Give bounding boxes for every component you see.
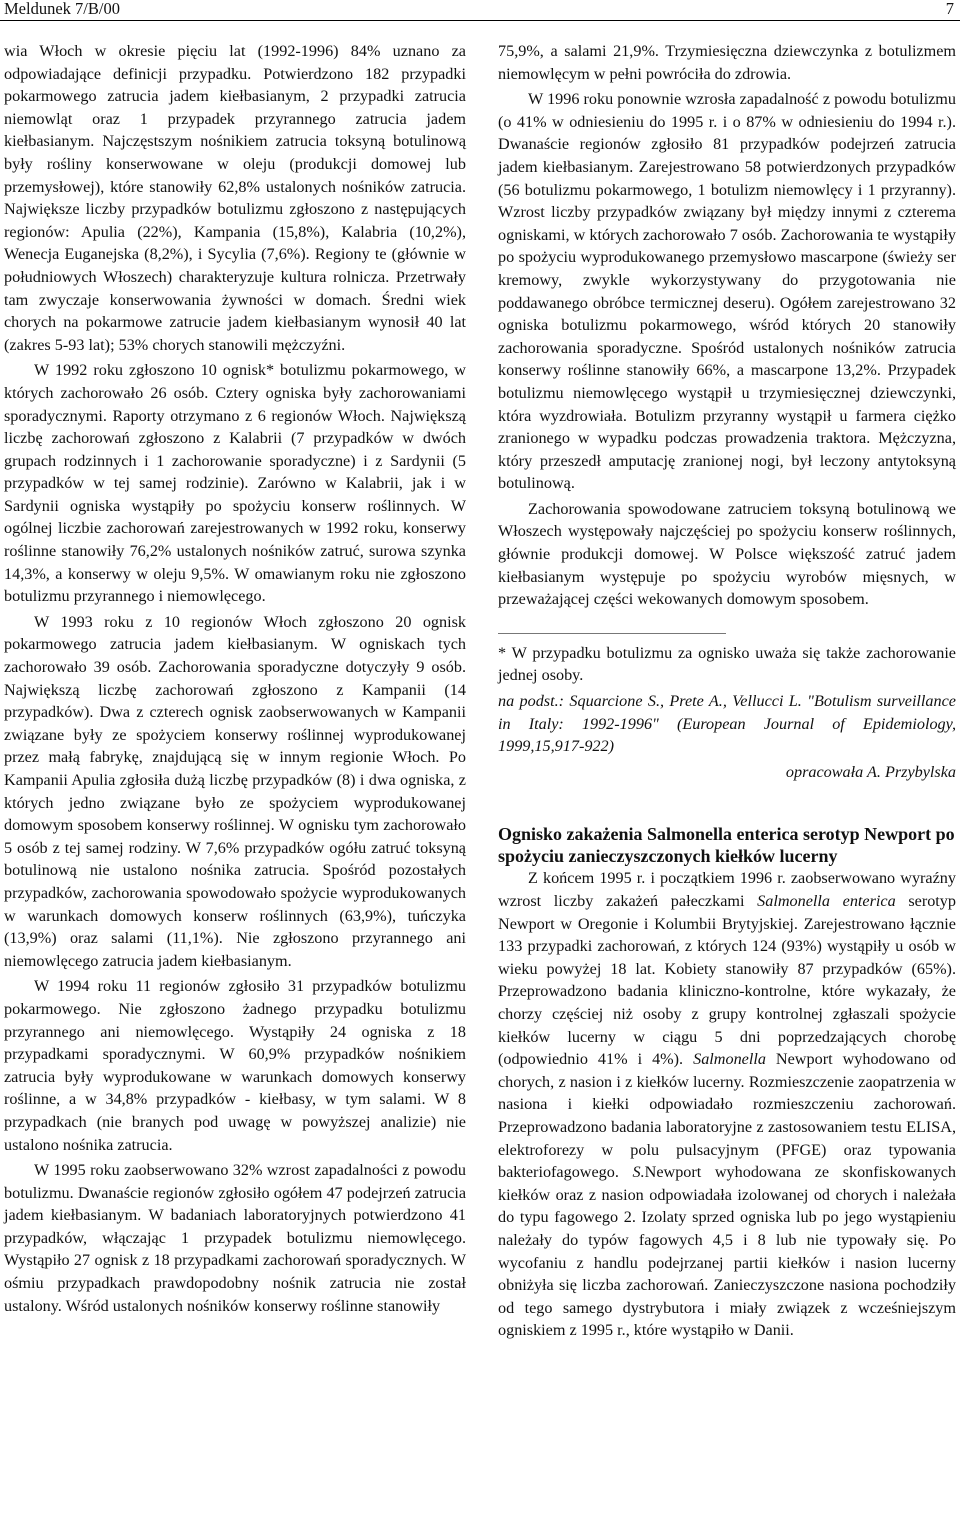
article-title: Ognisko zakażenia Salmonella enterica serotyp Newport po spożyciu zanieczyszczonych kiełków lucerny [498,824,955,867]
page-header [0,0,960,21]
paragraph: W 1996 roku ponownie wzrosła zapadalność z powodu botulizmu (o 41% w odniesieniu do 1995 r. i o 87% w odniesieniu do 1994 r.). Dwanaście regionów zgłosiło 81 przypadków podejrzeń zatrucia jadem kiełbasianym. Zarejestrowano 58 potwierdzonych przypadków (56 botulizmu pokarmowego, 1 botulizm niemowlęcy i 1 przyranny). Wzrost liczby przypadków związany był między innymi z czterema ogniskami, w których zachorowało 7 osób. Zachorowania te wystąpiły po spożyciu wyprodukowanego przemysłowo mascarpone (świeży ser kremowy, zwykle wykorzystywany do przygotowania nie poddawanego obróbce termicznej deseru). Ogółem zarejestrowano 32 ogniska botulizmu pokarmowego, wśród których 20 stanowiły zachorowania sporadyczne. Spośród ustalonych nośników zatrucia konserwy roślinne stanowiły 66%, a mascarpone 13,2%. Przypadek botulizmu niemowlęcego wystąpił u trzymiesięcznej dziewczynki, która wyzdrowiała. Botulizm przyranny wystąpił u farmera ciężko zranionego w wypadku podczas prowadzenia traktora. Mężczyzna, który przeszedł amputację zranionej nogi, był leczony antytoksyną botulinową. [498,90,956,493]
left-column [4,40,466,1317]
article-text: serotyp Newport w Oregonie i Kolumbii Brytyjskiej. Zarejestrowano łącznie 133 przypadki zachorowań, z których 124 (93%) wystąpiły u osób w wieku powyżej 18 lat. Kobiety stanowiły 87 przypadków (65%). Przeprowadzono badania kliniczno-kontrolne, które wykazały, że chorzy częściej niż osoby z grupy kontrolnej zgłaszali spożycie kiełków lucerny w ciągu 5 dni poprzedzających chorobę (odpowiednio 41% i 4%). [498,892,956,1069]
article-text-italic: Salmonella enterica [757,892,896,910]
article-text: Newport wyhodowana ze skonfiskowanych kiełków oraz z nasion odpowiadała izolowanej od chorych i należała do typu fagowego 2. Izolaty sprzed ogniska lub po jego wystąpieniu należały do typów fagowych 4,5 i 8 lub nie typowały się. Po wycofaniu z handlu podejrzanej partii kiełków i nasion lucerny obniżyła się liczba zachorowań. Zanieczyszczone nasiona pochodziły od tego samego dystrybutora i miały związek z wcześniejszym ogniskiem z 1995 r., które wystąpiło w Danii. [498,1163,956,1340]
article-text: Z końcem 1995 r. i początkiem 1996 r. zaobserwowano wyraźny wzrost liczby zakażeń pałeczkami [498,869,956,910]
paragraph: W 1995 roku zaobserwowano 32% wzrost zapadalności z powodu botulizmu. Dwanaście regionów zgłosiło ogółem 47 podejrzeń zatrucia jadem kiełbasianym. W badaniach laboratoryjnych potwierdzono 41 przypadków, włączając 1 przypadek botulizmu niemowlęcego. Wystąpiło 27 ognisk z 18 przypadkami zachorowań sporadycznych. W ośmiu przypadkach prawdopodobny nośnik zatrucia nie został ustalony. Wśród ustalonych nośników konserwy roślinne stanowiły [4,1161,466,1315]
article-text-italic: S. [632,1163,645,1182]
article-body [498,867,956,1341]
footnote-divider [498,633,726,634]
right-column [498,40,956,1342]
article-text: Newport wyhodowano od chorych, z nasion i z kiełków lucerny. Rozmieszczenie zaopatrzenia w nasiona i kiełki odpowiadało rozmieszczeniu zachorowań. Przeprowadzono badania laboratoryjne z zastosowaniem testu ELISA, elektroforezy w polu pulsacyjnym (PFGE) oraz typowania bakteriofagowego. [498,1050,956,1182]
article-text-italic: Salmonella [693,1050,766,1069]
footnote: * W przypadku botulizmu za ognisko uważa się także zachorowanie jednej osoby. [498,643,956,685]
author-credit: opracowała A. Przybylska [785,762,956,781]
paragraph: Zachorowania spowodowane zatruciem toksyną botulinową we Włoszech występowały najczęściej po spożyciu konserw roślinnych, głównie produkcji domowej. W Polsce większość zatruć jadem kiełbasianym występuje po spożyciu wyrobów mięsnych, w przeważającej części wekowanych domowym sposobem. [498,499,956,609]
journal-issue: Meldunek 7/B/00 [4,0,120,18]
paragraph: W 1993 roku z 10 regionów Włoch zgłoszono 20 ognisk pokarmowego zatrucia jadem kiełbasianym. W ogniskach tych zachorowało 39 osób. Zachorowania sporadyczne dotyczyły 9 osób. Największą liczbę zachorowań zgłoszono z Kampanii (14 przypadków). Dwa z czterech ognisk zaobserwowanych w Kampanii związane były ze spożyciem konserwy roślinnej wyprodukowanej przez małą fabrykę, znajdującą się w innym regionie Włoch. Po Kampanii Apulia zgłosiła dużą liczbę przypadków (8) i dwa ogniska, z których jedno związane było ze spożyciem wyprodukowanej domowym sposobem konserwy roślinnej. W ognisku tym zachorowało 5 osób z tej samej rodziny. W 7,6% przypadków ogółu zatruć toksyną botulinową nie ustalono nośnika zatrucia. Spośród pozostałych przypadków, zachorowania spowodowało spożycie wyprodukowanych w warunkach domowych konserw roślinnych (63,9%), tuńczyka (13,9%) oraz salami (11,1%). Nie zgłoszono przyrannego ani niemowlęcego zatrucia jadem kiełbasianym. [4,612,466,970]
paragraph: W 1994 roku 11 regionów zgłosiło 31 przypadków botulizmu pokarmowego. Nie zgłoszono żadnego przypadku botulizmu przyrannego ani niemowlęcego. Wystąpiły 24 ogniska z 18 przypadkami sporadycznymi. W 60,9% przypadków nośnikiem zatrucia były wyprodukowane w warunkach domowych konserwy roślinne, a w 34,8% przypadków - kiełbasy, w tym salami. W 8 przypadkach (nie branych pod uwagę w powyższej analizie) nie ustalono nośnika zatrucia. [4,977,466,1154]
page-number: 7 [945,0,954,18]
paragraph: W 1992 roku zgłoszono 10 ognisk* botulizmu pokarmowego, w których zachorowało 26 osób. Cztery ogniska były zachorowaniami sporadycznymi. Raporty otrzymano z 6 regionów Włoch. Największą liczbę zachorowań zgłoszono z Kalabrii (7 przypadków w dwóch grupach rodzinnych i 1 zachorowanie sporadyczne) i z Sardynii (5 przypadków w tej samej rodzinie). Zarówno w Kalabrii, jak i w Sardynii ogniska wystąpiły po spożyciu konserw roślinnych. W ogólnej liczbie zachorowań zarejestrowanych w 1992 roku, konserwy roślinne stanowiły 76,2% ustalonych nośników zatruć, surowa szynka 14,3%, a konserwy w oleju 9,5%. W omawianym roku nie zgłoszono botulizmu przyrannego i niemowlęcego. [4,361,466,606]
source-citation: na podst.: Squarcione S., Prete A., Vellucci L. "Botulism surveillance in Italy: 1992-1996" (European Journal of Epidemiology, 1999,15,917-922) [498,692,956,756]
paragraph: 75,9%, a salami 21,9%. Trzymiesięczna dziewczynka z botulizmem niemowlęcym w pełni powróciła do zdrowia. [498,42,956,83]
paragraph: wia Włoch w okresie pięciu lat (1992-1996) 84% uznano za odpowiadające definicji przypadku. Potwierdzono 182 przypadki pokarmowego zatrucia jadem kiełbasianym, 2 przypadki zatrucia niemowląt oraz 1 przypadek przyrannego zatrucia jadem kiełbasianym. Najczęstszym nośnikiem zatrucia toksyną botulinową były rośliny konserwowane w oleju (produkcji domowej lub przemysłowej), które stanowiły 62,8% ustalonych nośników zatrucia. Największe liczby przypadków botulizmu zgłoszono z następujących regionów: Apulia (22%), Kampania (15,8%), Kalabria (10,2%), Wenecja Euganejska (8,2%), i Sycylia (7,6%). Regiony te (głównie w południowych Włoszech) charakteryzuje kultura rolnicza. Przetrwały tam zwyczaje konserwowania żywności w domach. Średni wiek chorych na pokarmowe zatrucie jadem kiełbasianym wynosił 40 lat (zakres 5-93 lat); 53% chorych stanowili mężczyźni. [4,42,466,354]
